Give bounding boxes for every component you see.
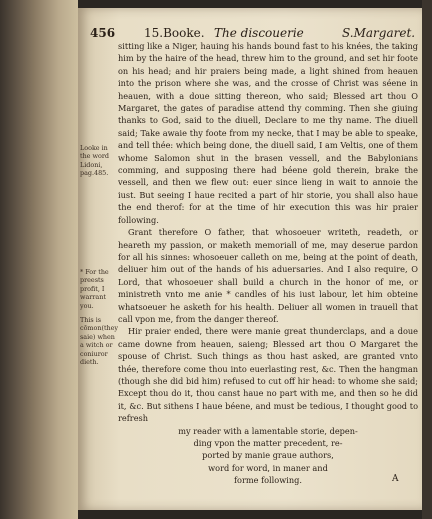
signature-mark: A — [392, 474, 399, 484]
closing-line: ding vpon the matter precedent, re- — [193, 438, 343, 448]
margin-note-witch: This is cōmon(they saie) when a witch or coniuror dieth. — [80, 316, 119, 367]
page-number: 456 — [90, 26, 116, 40]
facing-page-edge — [422, 0, 432, 519]
closing-line: word for word, in maner and — [208, 462, 328, 473]
paragraph-execution: Hir praier ended, there were manie great thunderclaps, and a doue came downe from heauen, saieng; Blessed art thou O Margaret the spouse of Christ. Such things as thou hast asked, are granted vnto thée, therefore come thou into euerlasting rest, &c. Then the hangman (though she did bid him) refused to cut off hir head: to whome she said; Except thou do it, thou canst haue no part with me, and then so he did it, &c. But sithens I haue béene, and must be tedious, I thought good to refresh — [118, 326, 418, 424]
closing-line: my reader with a lamentable storie, depen- — [178, 425, 358, 436]
margin-note-preests: * For the preests profit, I warrant you. — [80, 268, 109, 310]
margin-note-lidoni: Looke in the word Lidoni, pag.485. — [80, 144, 109, 178]
running-title: The discouerie — [214, 26, 304, 40]
book-page-edges — [0, 0, 78, 519]
book-number: 15.Booke. — [144, 26, 205, 40]
paragraph-praier: Grant therefore O father, that whosoeuer writeth, readeth, or heareth my passion, or maketh memoriall of me, may deserue pardon for all his sinnes: whosoeuer calleth on me, being at the point of death, deliuer him out of the hands of his aduersaries. And I also require, O Lord, that whosoeuer shall build a church in the honor of me, or ministreth vnto me anie * candles of his iust labour, let him obteine whatsoeuer he asketh for his health. Deliuer all women in trauell that call vpon me, from the danger thereof. — [118, 227, 418, 324]
closing-line: ported by manie graue authors, — [202, 450, 334, 461]
closing-line: forme following. — [234, 475, 302, 486]
paragraph-margaret-story: sitting like a Niger, hauing his hands bound fast to his knées, the taking him by the haire of the head, threw him to the ground, and set hir foote on his head; and hir praiers being made, a light shined from heauen into the prison where she was, and the crosse of Christ was séene in heauen, with a doue sitting thereon, who said; Blessed art thou O Margaret, the gates of paradise attend thy comming. Then she giuing thanks to God, said to the diuell, Declare to me thy name. The diuell said; Take awaie thy foote from my necke, that I may be able to speake, and tell thée: which being done, the diuell said, I am Veltis, one of them whome Salomon shut in the brasen vessell, and the Babylonians comming, and supposing there had béene gold therein, brake the vessell, and then we flew out: euer since lieng in wait to annoie the iust. But seeing I haue recited a part of hir storie, you shall also haue the end therof: for at the time of hir execution this was hir praier following. — [118, 41, 418, 225]
page-body — [118, 40, 418, 487]
section-title: S.Margaret. — [342, 26, 416, 40]
